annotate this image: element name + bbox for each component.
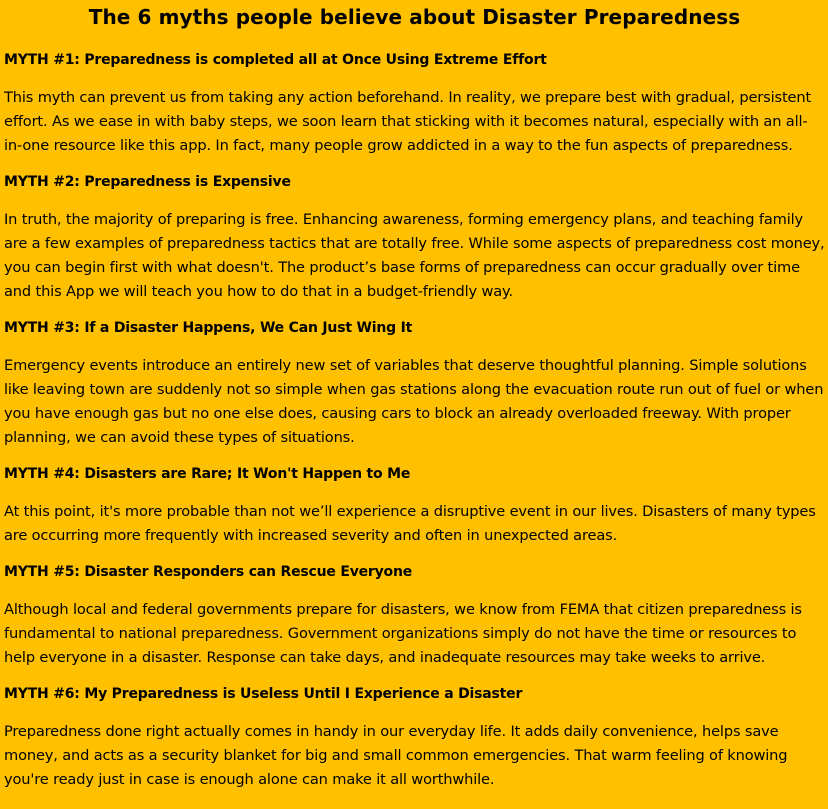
- myth-body: This myth can prevent us from taking any action beforehand. In reality, we prepare best with gradual, persistent effort. As we ease in with baby steps, we soon learn that sticking with it becomes natural, especially with an all-in-one resource like this app. In fact, many people grow addicted in a way to the fun aspects of preparedness.: [4, 89, 812, 154]
- myth-heading: MYTH #5: Disaster Responders can Rescue Everyone: [4, 564, 413, 580]
- myth-heading: MYTH #6: My Preparedness is Useless Until I Experience a Disaster: [4, 686, 523, 702]
- myth-heading: MYTH #3: If a Disaster Happens, We Can Just Wing It: [4, 320, 413, 336]
- page-title: The 6 myths people believe about Disaster Preparedness: [88, 5, 741, 29]
- myth-body: Preparedness done right actually comes in handy in our everyday life. It adds daily convenience, helps save money, and acts as a security blanket for big and small common emergencies. That warm feeling of knowing you're ready just in case is enough alone can make it all worthwhile.: [4, 723, 788, 788]
- myth-section-2: [4, 173, 825, 304]
- myth-section-3: [4, 319, 825, 450]
- myth-body: Although local and federal governments prepare for disasters, we know from FEMA that citizen preparedness is fundamental to national preparedness. Government organizations simply do not have the time or resources to help everyone in a disaster. Response can take days, and inadequate resources may take weeks to arrive.: [4, 601, 802, 666]
- myth-body: At this point, it's more probable than not we’ll experience a disruptive event in our lives. Disasters of many types are occurring more frequently with increased severity and often in unexpected areas.: [4, 503, 816, 544]
- myth-heading: MYTH #4: Disasters are Rare; It Won't Happen to Me: [4, 466, 411, 482]
- myth-body: In truth, the majority of preparing is free. Enhancing awareness, forming emergency plans, and teaching family are a few examples of preparedness tactics that are totally free. While some aspects of preparedness cost money, you can begin first with what doesn't. The product’s base forms of preparedness can occur gradually over time and this App we will teach you how to do that in a budget-friendly way.: [4, 211, 825, 300]
- myth-section-6: [4, 685, 825, 792]
- myth-heading: MYTH #1: Preparedness is completed all at Once Using Extreme Effort: [4, 52, 547, 68]
- myth-body: Emergency events introduce an entirely new set of variables that deserve thoughtful planning. Simple solutions like leaving town are suddenly not so simple when gas stations along the evacuation route run out of fuel or when you have enough gas but no one else does, causing cars to block an already overloaded freeway. With proper planning, we can avoid these types of situations.: [4, 357, 824, 446]
- myth-section-4: [4, 465, 825, 548]
- myth-heading: MYTH #2: Preparedness is Expensive: [4, 174, 291, 190]
- myth-section-5: [4, 563, 825, 670]
- myth-section-1: [4, 51, 825, 158]
